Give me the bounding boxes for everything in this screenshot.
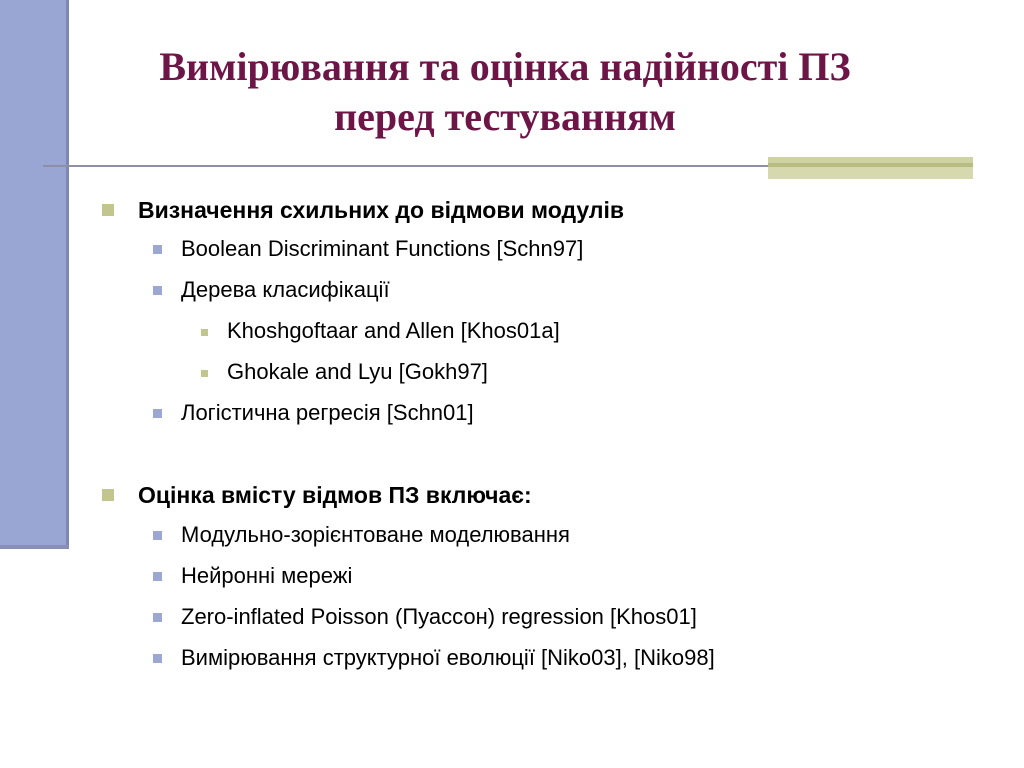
list-item-text: Логістична регресія [Schn01] (181, 400, 474, 425)
square-bullet-icon (153, 245, 162, 254)
square-bullet-icon (153, 409, 162, 418)
square-bullet-icon (153, 572, 162, 581)
section-heading-text: Визначення схильних до відмови модулів (138, 197, 624, 223)
list-item (181, 562, 352, 590)
slide-title-line-2: перед тестуванням (334, 94, 676, 139)
list-item (181, 521, 570, 549)
list-item-text: Вимірювання структурної еволюції [Niko03], [Niko98] (181, 645, 715, 670)
square-bullet-icon (102, 204, 114, 216)
square-bullet-icon (153, 531, 162, 540)
square-bullet-icon (153, 613, 162, 622)
list-item (181, 276, 390, 304)
square-bullet-icon (102, 489, 114, 501)
list-item-text: Zero-inflated Poisson (Пуассон) regression [Khos01] (181, 604, 697, 629)
slide-title-line-1: Вимірювання та оцінка надійності ПЗ (159, 44, 851, 89)
sub-list-item (227, 358, 488, 386)
sub-list-item (227, 317, 560, 345)
list-item-text: Boolean Discriminant Functions [Schn97] (181, 236, 584, 261)
square-bullet-icon (201, 329, 208, 336)
list-item (181, 399, 474, 427)
list-item (181, 235, 583, 263)
list-item-text: Дерева класифікації (181, 277, 390, 302)
sub-list-item-text: Ghokale and Lyu [Gokh97] (227, 359, 488, 384)
section-heading-text: Оцінка вмісту відмов ПЗ включає: (138, 482, 532, 508)
sub-list-item-text: Khoshgoftaar and Allen [Khos01a] (227, 318, 560, 343)
list-item (181, 644, 715, 672)
square-bullet-icon (153, 286, 162, 295)
list-item-text: Нейронні мережі (181, 563, 353, 588)
square-bullet-icon (201, 370, 208, 377)
list-item (181, 603, 697, 631)
section-heading-fault-content (138, 481, 532, 509)
list-item-text: Модульно-зорієнтоване моделювання (181, 522, 570, 547)
section-heading-fault-prone-modules (138, 196, 624, 224)
square-bullet-icon (153, 654, 162, 663)
